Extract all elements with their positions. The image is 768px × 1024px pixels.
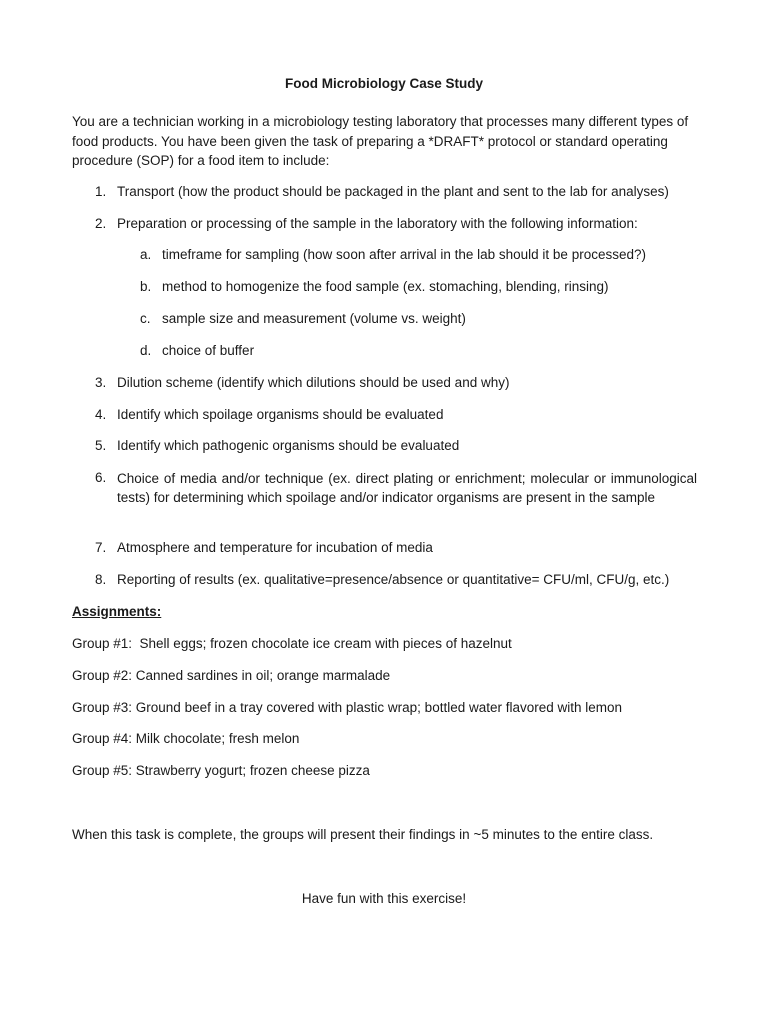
group-assignment: Group #3: Ground beef in a tray covered with plastic wrap; bottled water flavored with lemon bbox=[72, 700, 623, 715]
list-item-number: 7. bbox=[95, 540, 107, 555]
list-item-text: Preparation or processing of the sample in the laboratory with the following information: bbox=[117, 216, 638, 231]
sub-list-item-letter: a. bbox=[140, 247, 152, 262]
sub-list-item-letter: c. bbox=[140, 311, 151, 326]
assignments-heading: Assignments: bbox=[72, 604, 162, 619]
list-item-number: 8. bbox=[95, 572, 107, 587]
list-item-number: 4. bbox=[95, 407, 107, 422]
list-item-number: 5. bbox=[95, 438, 107, 453]
group-assignment: Group #1: Shell eggs; frozen chocolate ice cream with pieces of hazelnut bbox=[72, 636, 512, 651]
sub-list-item-text: method to homogenize the food sample (ex. stomaching, blending, rinsing) bbox=[162, 279, 609, 294]
list-item-text: Transport (how the product should be packaged in the plant and sent to the lab for analyses) bbox=[117, 184, 669, 199]
group-assignment: Group #4: Milk chocolate; fresh melon bbox=[72, 731, 300, 746]
list-item-number: 2. bbox=[95, 216, 107, 231]
sub-list-item-text: choice of buffer bbox=[162, 343, 255, 358]
list-item-text: Atmosphere and temperature for incubation of media bbox=[117, 540, 433, 555]
list-item-text: Dilution scheme (identify which dilutions should be used and why) bbox=[117, 375, 510, 390]
list-item-text: Choice of media and/or technique (ex. direct plating or enrichment; molecular or immunological tests) for determining which spoilage and/or indicator organisms are present in the sample bbox=[117, 471, 697, 505]
sub-list-item-text: timeframe for sampling (how soon after arrival in the lab should it be processed?) bbox=[162, 247, 646, 262]
list-item-number: 6. bbox=[95, 470, 107, 485]
closing-paragraph: When this task is complete, the groups will present their findings in ~5 minutes to the entire class. bbox=[72, 827, 654, 842]
sub-list-item-letter: d. bbox=[140, 343, 152, 358]
sign-off: Have fun with this exercise! bbox=[301, 891, 467, 906]
group-assignment: Group #5: Strawberry yogurt; frozen cheese pizza bbox=[72, 763, 370, 778]
list-item-text: Identify which pathogenic organisms should be evaluated bbox=[117, 438, 460, 453]
list-item-text: Reporting of results (ex. qualitative=presence/absence or quantitative= CFU/ml, CFU/g, etc.) bbox=[117, 572, 670, 587]
intro-paragraph: You are a technician working in a microbiology testing laboratory that processes many different types of food products. You have been given the task of preparing a *DRAFT* protocol or standard operating procedure (SOP) for a food item to include: bbox=[72, 114, 689, 168]
list-item-number: 3. bbox=[95, 375, 107, 390]
sub-list-item-letter: b. bbox=[140, 279, 152, 294]
list-item-text: Identify which spoilage organisms should be evaluated bbox=[117, 407, 444, 422]
group-assignment: Group #2: Canned sardines in oil; orange marmalade bbox=[72, 668, 391, 683]
sub-list-item-text: sample size and measurement (volume vs. weight) bbox=[162, 311, 466, 326]
document-title: Food Microbiology Case Study bbox=[284, 76, 483, 91]
list-item-number: 1. bbox=[95, 184, 107, 199]
